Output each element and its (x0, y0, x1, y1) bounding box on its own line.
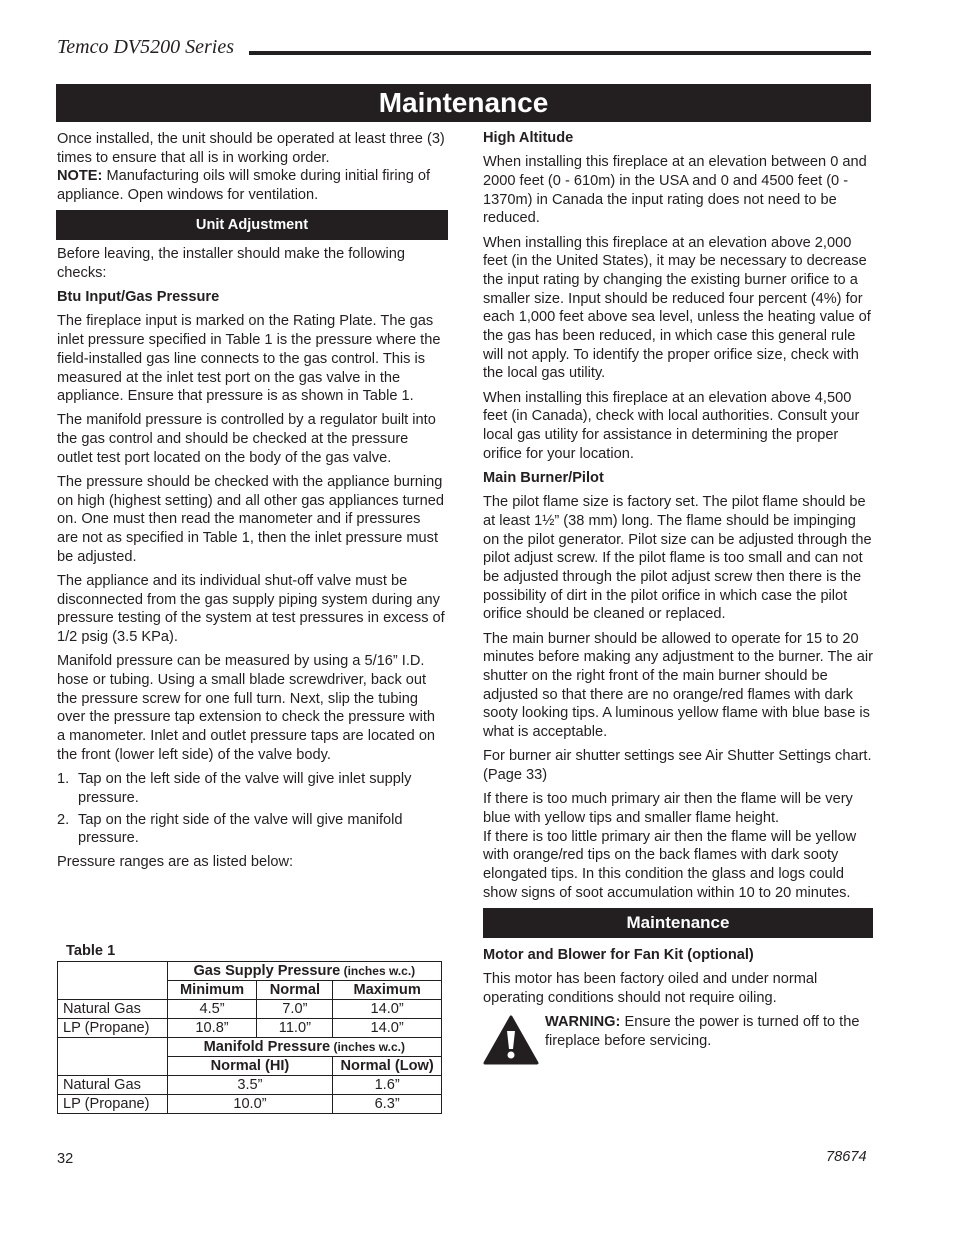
column-header: Normal (257, 981, 333, 1000)
paragraph: The appliance and its individual shut-off valve must be disconnected from the gas supply piping system during any pressure testing of the system at test pressures in excess of 1/2 psig (3.5 KPa). (57, 573, 445, 646)
column-header: Normal (HI) (167, 1057, 333, 1076)
paragraph: The fireplace input is marked on the Rating Plate. The gas inlet pressure specified in Table 1 is the pressure where the field-installed gas line connects to the gas control. This is measured at the inlet test port on the gas valve in the appliance. Ensure that pressure is as shown in Table 1. (57, 313, 441, 405)
warning-label: WARNING: (545, 1014, 621, 1031)
table-cell: 14.0” (333, 1019, 442, 1038)
paragraph: When installing this fireplace at an elevation above 4,500 feet (in Canada), check with local authorities. Consult your local gas utility for assistance in determining the proper orifice for your location. (483, 389, 860, 462)
paragraph: The pressure should be checked with the appliance burning on high (highest setting) and all other gas appliances turned on. One must then read the manometer and if pressures are not as specified in Table 1, then the inlet pressure must be adjusted. (57, 474, 444, 565)
empty-cell (58, 962, 168, 1000)
supply-unit: (inches w.c.) (340, 964, 416, 978)
table-cell: 6.3” (333, 1095, 442, 1114)
paragraph: Manifold pressure can be measured by using a 5/16” I.D. hose or tubing. Using a small blade screwdriver, back out the pressure screw for one full turn. Next, slip the tubing over the pressure tap extension to check the pressure with a manometer. Inlet and outlet pressure taps are located on the front (lower left side) of the valve body. (57, 653, 436, 763)
supply-heading: Gas Supply Pressure (193, 963, 341, 979)
paragraph: For burner air shutter settings see Air Shutter Settings chart. (Page 33) (483, 748, 872, 783)
row-label: LP (Propane) (58, 1019, 168, 1038)
table-cell: 1.6” (333, 1076, 442, 1095)
warning-icon (483, 1015, 539, 1065)
paragraph: When installing this fireplace at an elevation between 0 and 2000 feet (0 - 610m) in the USA and 0 and 4500 feet (0 - 1370m) in Canada the input rating does not need to be reduced. (483, 154, 867, 227)
warning-block (483, 1013, 873, 1069)
right-column (483, 129, 873, 1069)
list-item (57, 770, 445, 807)
unit-adjustment-heading: Unit Adjustment (56, 210, 448, 240)
btu-heading: Btu Input/Gas Pressure (57, 289, 220, 306)
list-number: 2. (57, 811, 70, 828)
paragraph: The main burner should be allowed to operate for 15 to 20 minutes before making any adjustment to the burner. The air shutter on the right front of the main burner should be adjusted so that there are no orange/red flames with dark sooty looking tips. A luminous yellow flame with blue base is what is acceptable. (483, 630, 873, 741)
motor-text: This motor has been factory oiled and under normal operating conditions should not require oiling. (483, 971, 818, 1006)
table-cell: 11.0” (257, 1019, 333, 1038)
table-row (58, 1095, 442, 1114)
unit-adjustment-intro: Before leaving, the installer should make the following checks: (57, 246, 406, 282)
warning-text-block (545, 1013, 873, 1050)
table-row (58, 1019, 442, 1038)
empty-cell (58, 1038, 168, 1076)
list-item (57, 811, 445, 848)
table-cell: 10.0” (167, 1095, 333, 1114)
column-header: Normal (Low) (333, 1057, 442, 1076)
header-title: Temco DV5200 Series (57, 36, 235, 58)
list-text: Tap on the left side of the valve will give inlet supply pressure. (78, 771, 412, 806)
row-label: LP (Propane) (58, 1095, 168, 1114)
table-cell: 4.5” (167, 1000, 257, 1019)
intro-paragraph (57, 130, 445, 205)
table-cell: 3.5” (167, 1076, 333, 1095)
document-number: 78674 (826, 1149, 867, 1165)
primary-air-text: If there is too little primary air then the flame will be yellow with orange/red tips on the back flames with dark sooty elongated tips. In this condition the glass and logs could show signs of soot accumulation within 10 to 20 minutes. (483, 828, 857, 901)
table-row (58, 962, 442, 981)
row-label: Natural Gas (58, 1076, 168, 1095)
column-header: Minimum (167, 981, 257, 1000)
table-row (58, 1000, 442, 1019)
maintenance-heading: Maintenance (483, 908, 873, 938)
table-cell: 14.0” (333, 1000, 442, 1019)
page-number: 32 (57, 1151, 74, 1167)
table-row (58, 1038, 442, 1057)
tap-list (57, 770, 445, 848)
burner-heading: Main Burner/Pilot (483, 469, 604, 486)
manifold-heading: Manifold Pressure (203, 1039, 331, 1055)
table-cell: 10.8” (167, 1019, 257, 1038)
motor-heading: Motor and Blower for Fan Kit (optional) (483, 946, 754, 963)
paragraph: The pilot flame size is factory set. The pilot flame should be at least 1½” (38 mm) long. The flame should be impinging on the pilot generator. Pilot size can be adjusted through the pilot adjust screw. If the pilot flame is too small and can not be adjusted through the pilot adjust screw then there is the possibility of dirt in the pilot orifice in which case the pilot orifice should be cleaned or replaced. (483, 494, 872, 623)
table-caption: Table 1 (66, 943, 116, 959)
warning-text: Ensure the power is turned off to the fireplace before servicing. (545, 1014, 860, 1049)
pressure-table (57, 961, 442, 1114)
primary-air-paragraph (483, 790, 873, 902)
left-column (57, 130, 445, 877)
supply-heading-cell (167, 962, 441, 981)
intro-text: Once installed, the unit should be operated at least three (3) times to ensure that all is in working order. (57, 131, 445, 166)
altitude-heading: High Altitude (483, 130, 574, 146)
paragraph: When installing this fireplace at an elevation above 2,000 feet (in the United States), it may be necessary to decrease the input rating by changing the existing burner orifice to a smaller size. Input should be reduced four percent (4%) for each 1,000 feet above sea level, unless the heating value of the gas has been reduced, in which case this general rule will not apply. To identify the proper orifice size, check with the local gas utility. (483, 234, 871, 382)
manifold-unit: (inches w.c.) (330, 1040, 406, 1054)
header-rule (249, 51, 871, 55)
primary-air-text: If there is too much primary air then the flame will be very blue with yellow tips and smaller flame height. (483, 791, 853, 826)
page-title: Maintenance (56, 84, 871, 122)
paragraph: The manifold pressure is controlled by a regulator built into the gas control and should be checked at the pressure outlet test port located on the body of the gas valve. (57, 412, 436, 466)
note-label: NOTE: (57, 168, 103, 185)
row-label: Natural Gas (58, 1000, 168, 1019)
note-text: Manufacturing oils will smoke during initial firing of appliance. Open windows for ventilation. (57, 168, 431, 204)
table-cell: 7.0” (257, 1000, 333, 1019)
list-number: 1. (57, 771, 70, 788)
column-header: Maximum (333, 981, 442, 1000)
ranges-text: Pressure ranges are as listed below: (57, 853, 294, 870)
list-text: Tap on the right side of the valve will give manifold pressure. (78, 811, 403, 847)
manifold-heading-cell (167, 1038, 441, 1057)
table-row (58, 1076, 442, 1095)
